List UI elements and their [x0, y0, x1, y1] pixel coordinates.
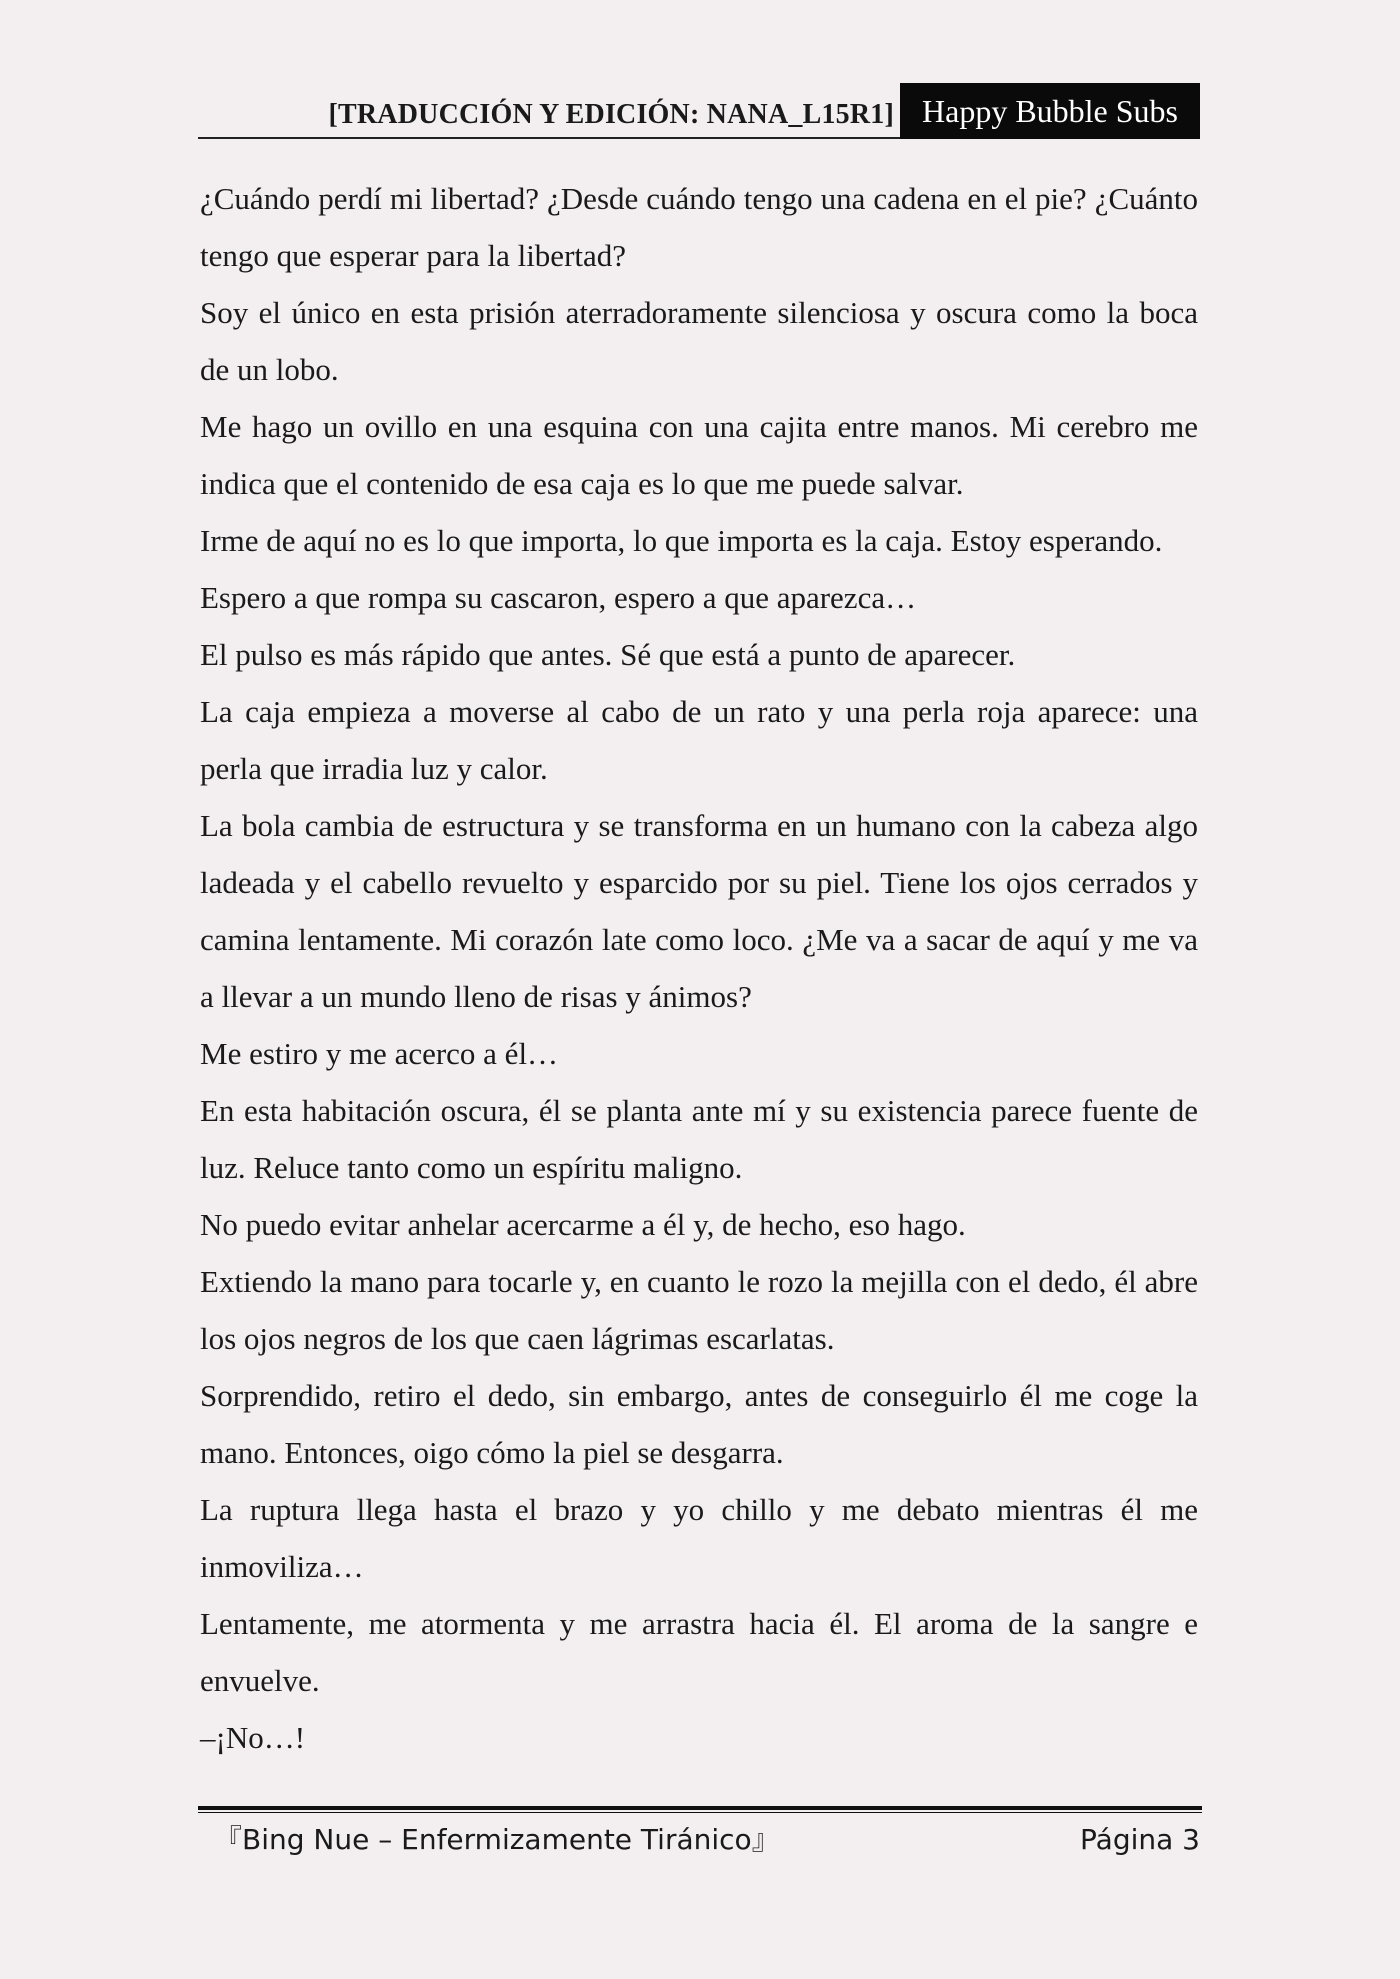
footer-divider: [198, 1806, 1202, 1810]
paragraph: Soy el único en esta prisión aterradoramente silenciosa y oscura como la boca de un lobo.: [200, 295, 1198, 387]
paragraph: –¡No…!: [200, 1720, 306, 1755]
page-header: [198, 83, 1200, 139]
paragraph: Sorprendido, retiro el dedo, sin embargo, antes de conseguirlo él me coge la mano. Entonces, oigo cómo la piel se desgarra.: [200, 1378, 1198, 1470]
paragraph: Espero a que rompa su cascaron, espero a que aparezca…: [200, 580, 917, 615]
paragraph: El pulso es más rápido que antes. Sé que está a punto de aparecer.: [200, 637, 1016, 672]
book-title: 『Bing Nue – Enfermizamente Tiránico』: [214, 1823, 780, 1856]
translation-credit: [TRADUCCIÓN Y EDICIÓN: NANA_L15R1]: [328, 99, 894, 130]
paragraph: Me hago un ovillo en una esquina con una cajita entre manos. Mi cerebro me indica que el contenido de esa caja es lo que me puede salvar.: [200, 409, 1198, 501]
paragraph: Extiendo la mano para tocarle y, en cuanto le rozo la mejilla con el dedo, él abre los ojos negros de los que caen lágrimas escarlatas.: [200, 1264, 1198, 1356]
paragraph: ¿Cuándo perdí mi libertad? ¿Desde cuándo tengo una cadena en el pie? ¿Cuánto tengo que esperar para la libertad?: [200, 181, 1198, 273]
paragraph: Lentamente, me atormenta y me arrastra hacia él. El aroma de la sangre e envuelve.: [200, 1606, 1198, 1698]
paragraph: En esta habitación oscura, él se planta ante mí y su existencia parece fuente de luz. Reluce tanto como un espíritu maligno.: [200, 1093, 1198, 1185]
paragraph: La bola cambia de estructura y se transforma en un humano con la cabeza algo ladeada y el cabello revuelto y esparcido por su piel. Tiene los ojos cerrados y camina lentamente. Mi corazón late como loco. ¿Me va a sacar de aquí y me va a llevar a un mundo lleno de risas y ánimos?: [200, 808, 1198, 1014]
paragraph: Me estiro y me acerco a él…: [200, 1036, 559, 1071]
paragraph: La caja empieza a moverse al cabo de un rato y una perla roja aparece: una perla que irradia luz y calor.: [200, 694, 1198, 786]
page-number: Página 3: [1080, 1823, 1200, 1856]
paragraph: La ruptura llega hasta el brazo y yo chillo y me debato mientras él me inmoviliza…: [200, 1492, 1198, 1584]
group-name-banner: Happy Bubble Subs: [900, 83, 1200, 139]
paragraph: No puedo evitar anhelar acercarme a él y, de hecho, eso hago.: [200, 1207, 966, 1242]
chapter-text: [200, 170, 1198, 1766]
paragraph: Irme de aquí no es lo que importa, lo que importa es la caja. Estoy esperando.: [200, 523, 1163, 558]
footer-divider-thin: [198, 1812, 1202, 1813]
